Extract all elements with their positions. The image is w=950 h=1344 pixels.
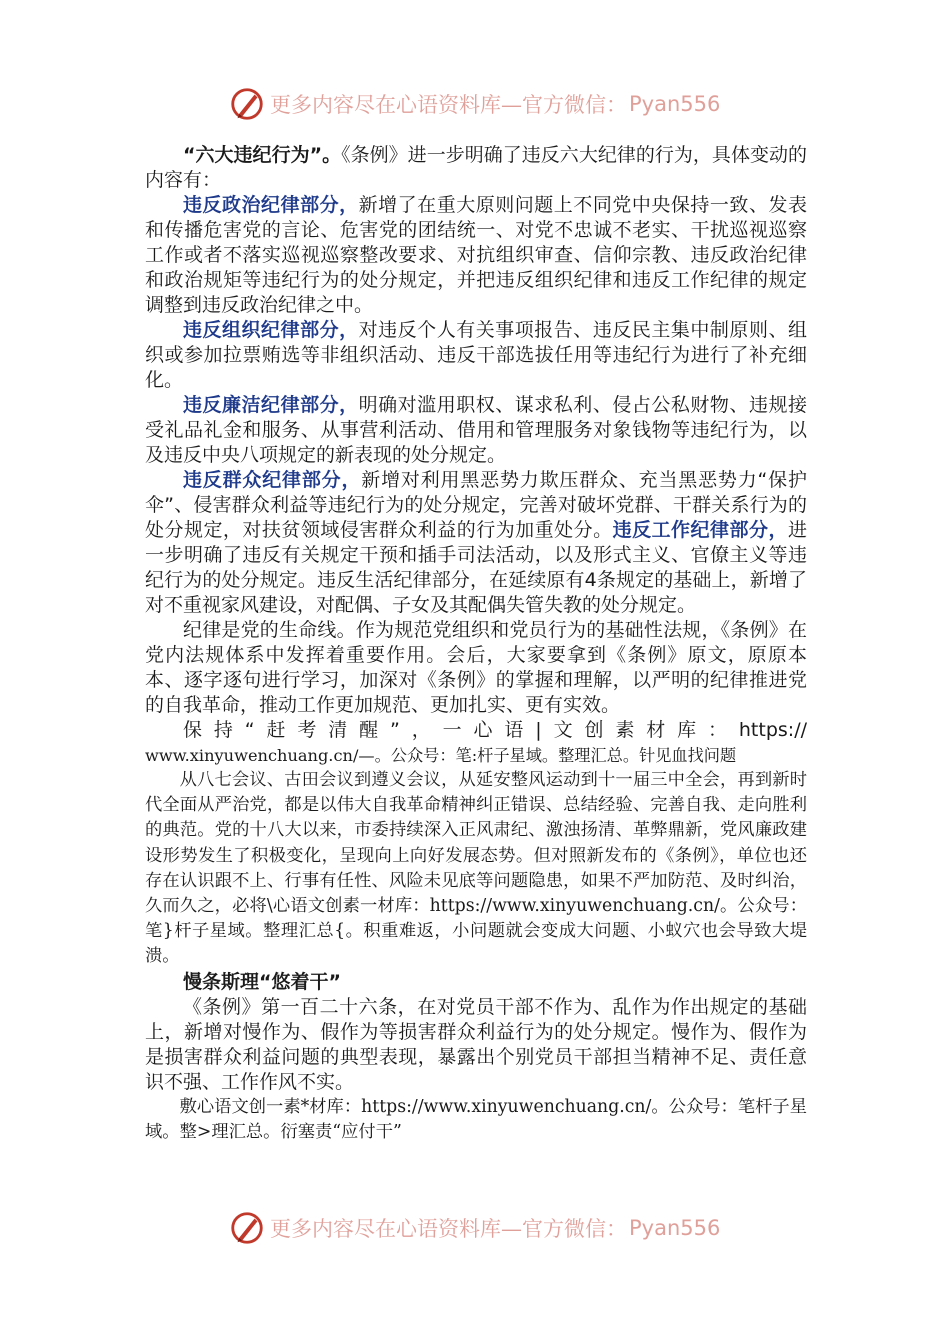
paragraph-text: 新增了在重大原则问题上不同党中央保持一致、发表和传播危害党的言论、危害党的团结统一、对党不忠诚不老实、干扰巡视巡察工作或者不落实巡视巡察整改要求、对抗组织审查、信仰宗教、违反政治纪律和政治规矩等违纪行为的处分规定，并把违反组织纪律和违反工作纪律的规定调整到违反政治纪律之中。 (145, 194, 807, 316)
paragraph (145, 468, 807, 618)
footer-banner (228, 1208, 728, 1248)
paragraph (145, 768, 807, 970)
paragraph-text: 《条例》第一百二十六条，在对党员干部不作为、乱作为作出规定的基础上，新增对慢作为、假作为等损害群众利益行为的处分规定。慢作为、假作为是损害群众利益问题的典型表现，暴露出个别党员干部担当精神不足、责任意识不强、工作作风不实。 (145, 995, 807, 1093)
pen-logo-icon (228, 1209, 266, 1247)
highlight-heading: 违反政治纪律部分， (183, 194, 359, 216)
header-wechat-id: Pyan556 (629, 92, 721, 116)
paragraph-text: 对违反个人有关事项报告、违反民主集中制原则、组织或参加拉票贿选等非组织活动、违反干部选拔任用等违纪行为进行了补充细化。 (145, 319, 807, 391)
paragraph (145, 318, 807, 393)
paragraph-text: 新增对利用黑恶势力欺压群众、充当黑恶势力“保护伞”、侵害群众利益等违纪行为的处分规定，完善对破坏党群、干群关系行为的处分规定，对扶贫领域侵害群众利益的行为加重处分。 (145, 469, 807, 541)
footer-promo-text: 更多内容尽在心语资料库—官方微信： (270, 1217, 627, 1241)
paragraph (145, 193, 807, 318)
section-title: 慢条斯理“悠着干” (183, 970, 341, 993)
pen-logo-icon (228, 85, 266, 123)
paragraph-text: 《条例》进一步明确了违反六大纪律的行为，具体变动的内容有： (145, 144, 807, 191)
paragraph (145, 718, 807, 768)
paragraph (145, 393, 807, 468)
header-banner (228, 84, 728, 124)
paragraph-text: 纪律是党的生命线。作为规范党组织和党员行为的基础性法规，《条例》在党内法规体系中发挥着重要作用。会后，大家要拿到《条例》原文，原原本本、逐字逐句进行学习，加深对《条例》的掌握和理解，以严明的纪律推进党的自我革命，推动工作更加规范、更加扎实、更有实效。 (145, 619, 807, 716)
paragraph-text: 保持“赶考清醒”，一心语|文创素材库：https:// (183, 719, 807, 741)
document-body (145, 143, 807, 1145)
footer-wechat-id: Pyan556 (629, 1216, 721, 1240)
paragraph-text: 从八七会议、古田会议到遵义会议，从延安整风运动到十一届三中全会，再到新时代全面从严治党，都是以伟大自我革命精神纠正错误、总结经验、完善自我、走向胜利的典范。党的十八大以来，市委持续深入正风肃纪、激浊扬清、革弊鼎新，党风廉政建设形势发生了积极变化，呈现向上向好发展态势。但对照新发布的《条例》，单位也还存在认识跟不上、行事有任性、风险未见底等问题隐患，如果不严加防范、及时纠治，久而久之，必将\心语文创素一材库：https://www.xinyuwenchuang.cn/。公众号：笔}杆子星域。整理汇总{。积重难返，小问题就会变成大问题、小蚁穴也会导致大堤溃。 (145, 770, 807, 967)
paragraph (145, 970, 807, 995)
highlight-heading: 违反群众纪律部分， (183, 469, 362, 491)
highlight-heading: 违反工作纪律部分， (612, 519, 788, 541)
paragraph-text: 敷心语文创一素*材库：https://www.xinyuwenchuang.cn/。公众号：笔杆子星域。整>理汇总。衍塞责“应付干” (145, 1096, 807, 1142)
paragraph-text: www.xinyuwenchuang.cn/—。公众号：笔:杆子星域。整理汇总。针见血找问题 (145, 746, 737, 765)
paragraph (145, 1095, 807, 1145)
paragraph (145, 995, 807, 1095)
paragraph-text: 明确对滥用职权、谋求私利、侵占公私财物、违规接受礼品礼金和服务、从事营利活动、借用和管理服务对象钱物等违纪行为，以及违反中央八项规定的新表现的处分规定。 (145, 394, 807, 466)
header-promo-text: 更多内容尽在心语资料库—官方微信： (270, 93, 627, 117)
highlight-heading: 违反廉洁纪律部分， (183, 394, 359, 416)
paragraph-text: 进一步明确了违反有关规定干预和插手司法活动，以及形式主义、官僚主义等违纪行为的处分规定。违反生活纪律部分，在延续原有4条规定的基础上，新增了对不重视家风建设，对配偶、子女及其配偶失管失教的处分规定。 (145, 519, 807, 616)
highlight-heading: 违反组织纪律部分， (183, 319, 359, 341)
section-title: “六大违纪行为”。 (183, 144, 342, 166)
paragraph (145, 143, 807, 193)
paragraph (145, 618, 807, 718)
